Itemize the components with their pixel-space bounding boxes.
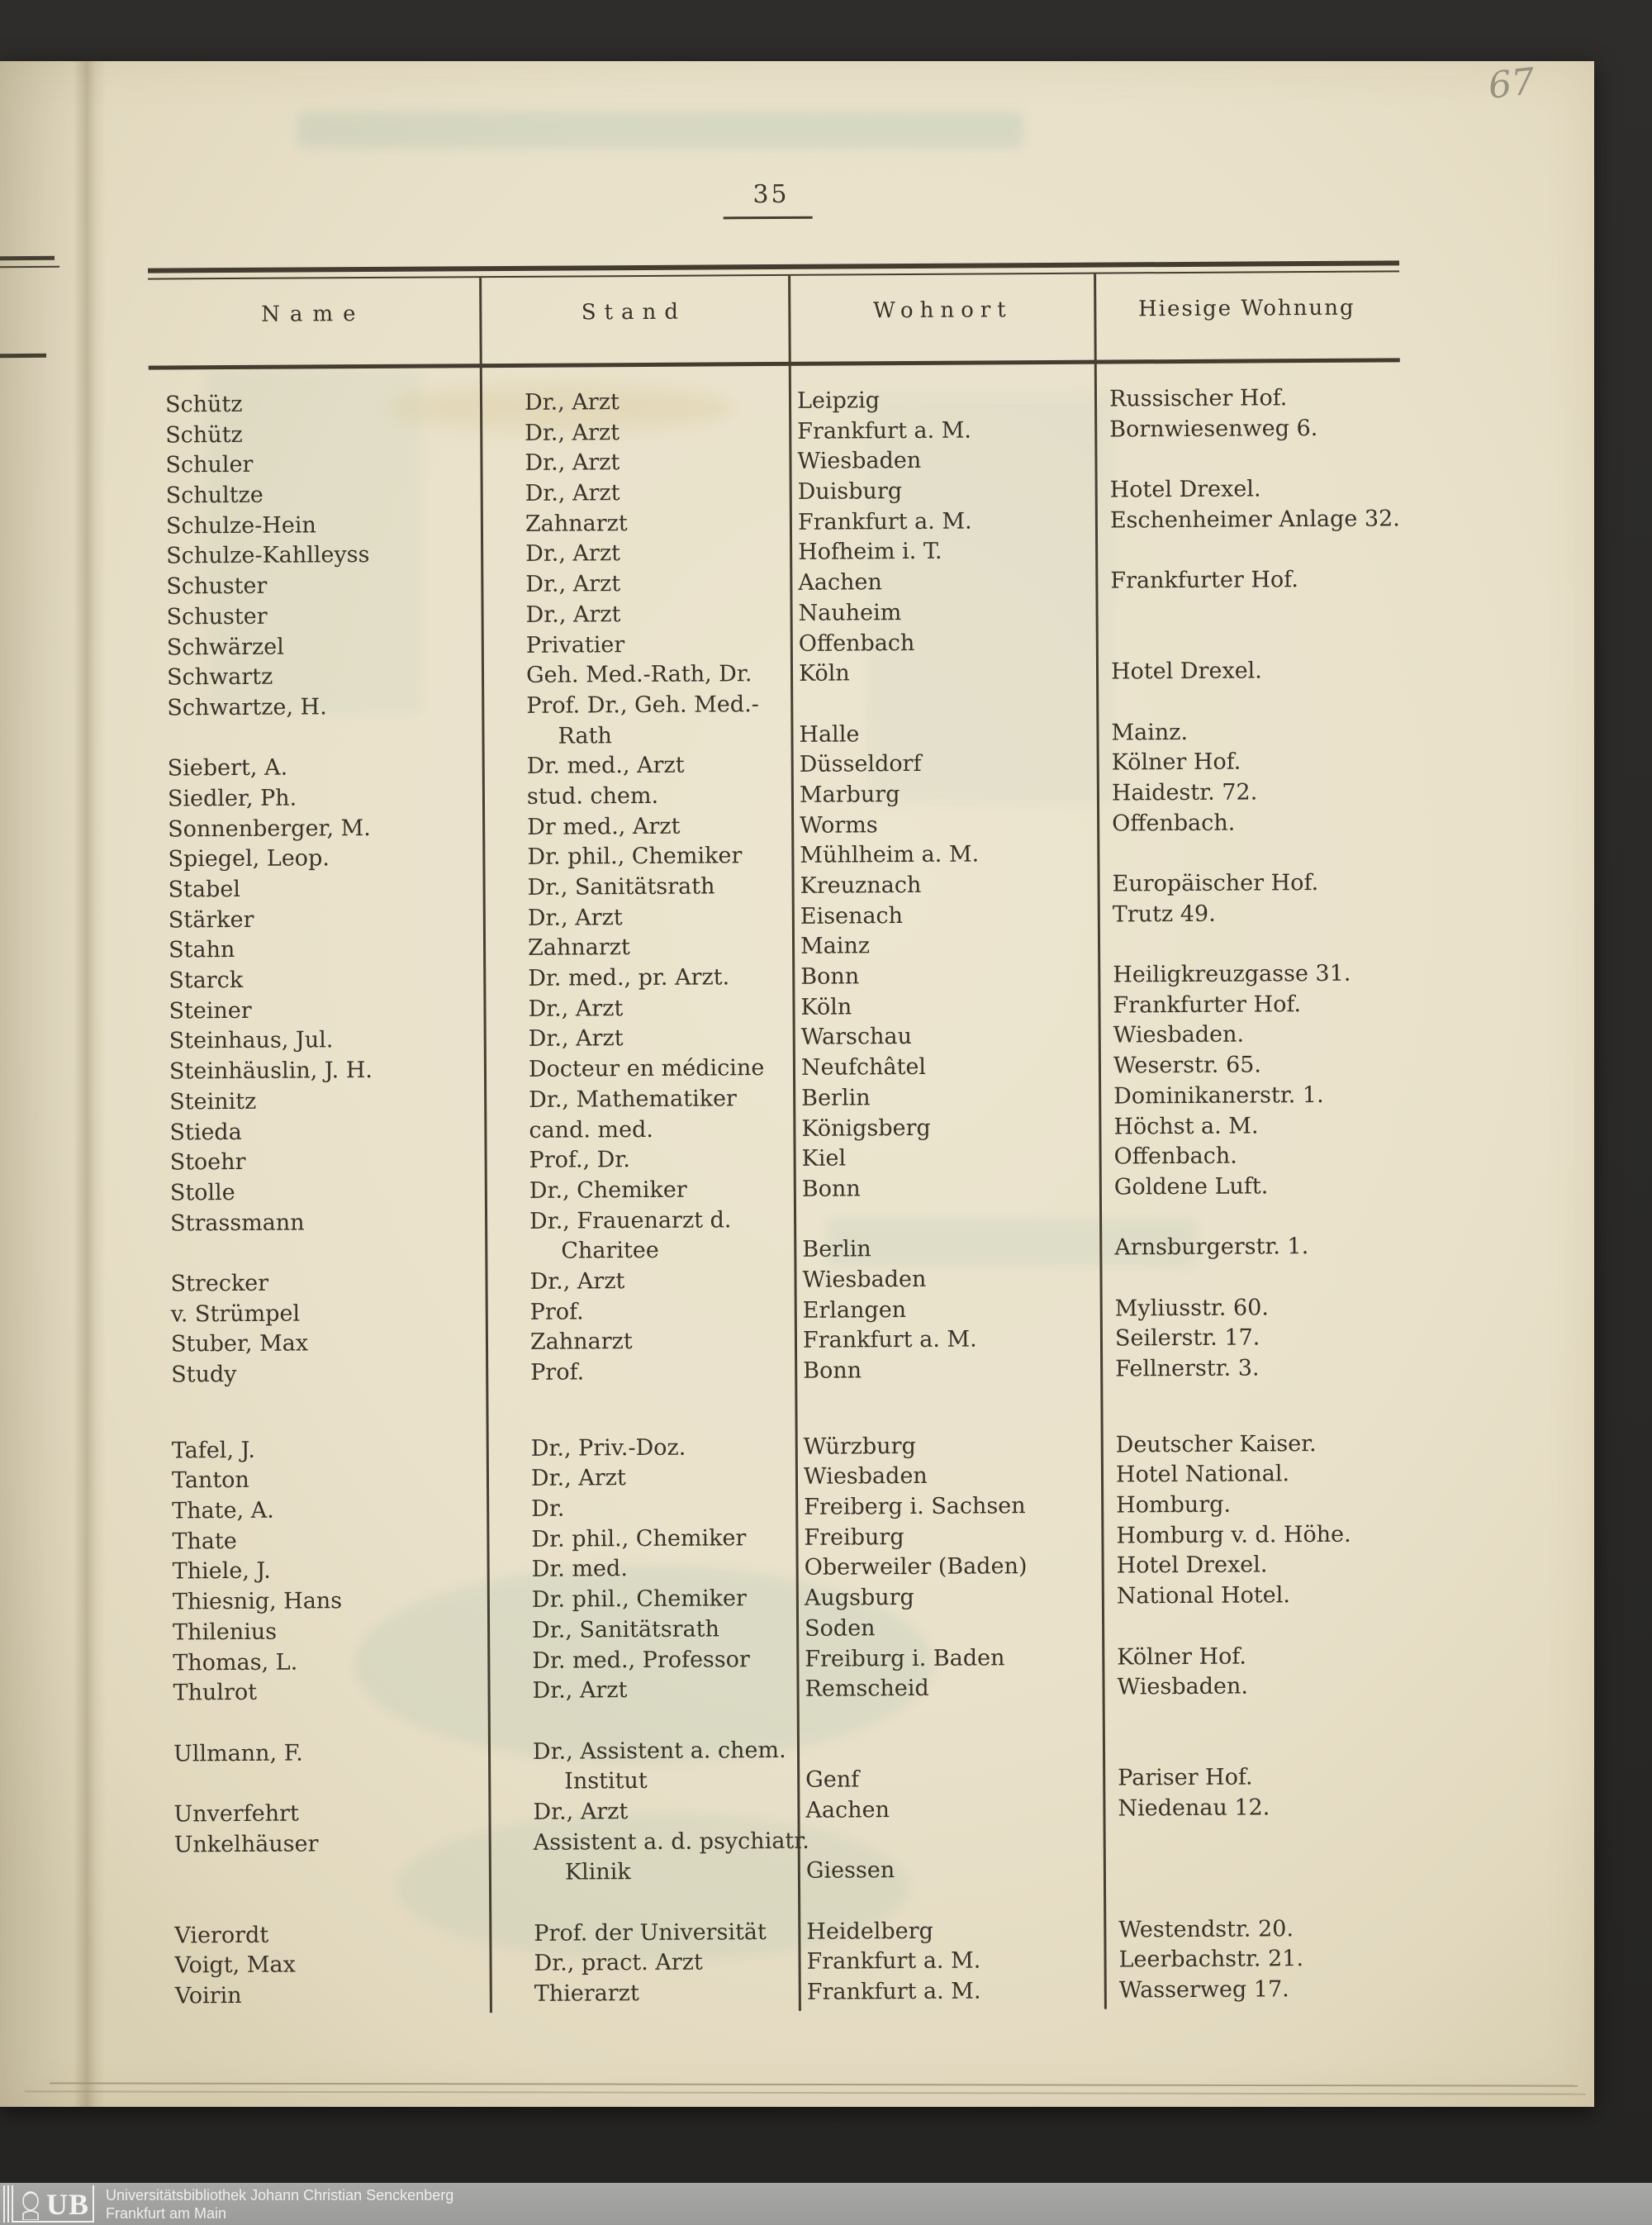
cell-name: Thate xyxy=(172,1528,237,1555)
header-bottom-rule xyxy=(149,358,1400,369)
cell-name: Tanton xyxy=(171,1467,249,1494)
cell-wohnort: Genf xyxy=(805,1766,860,1794)
cell-stand: Dr., Arzt xyxy=(530,1465,626,1492)
cell-hiesige-wohnung: Wasserweg 17. xyxy=(1118,1976,1289,2004)
cell-hiesige-wohnung: Wiesbaden. xyxy=(1117,1673,1249,1700)
cell-name: Schultze xyxy=(165,482,263,509)
cell-stand: stud. chem. xyxy=(526,782,659,810)
cell-name: Unverfehrt xyxy=(173,1800,299,1828)
page-number: 35 xyxy=(752,179,790,210)
cell-wohnort: Berlin xyxy=(802,1236,871,1263)
cell-wohnort: Berlin xyxy=(801,1085,871,1111)
cell-hiesige-wohnung: Arnsburgerstr. 1. xyxy=(1114,1234,1309,1261)
cell-stand: Zahnarzt xyxy=(525,510,628,537)
cell-stand: Dr., Arzt xyxy=(533,1799,629,1825)
ub-logo xyxy=(3,2185,93,2223)
cell-name: Stieda xyxy=(169,1119,242,1145)
cell-stand: Dr., Arzt xyxy=(532,1677,628,1704)
cell-stand: Prof. Dr., Geh. Med.- xyxy=(526,691,759,719)
cell-name: Schuster xyxy=(166,573,268,600)
cell-name: Voirin xyxy=(174,1983,242,2009)
cell-wohnort: Wiesbaden xyxy=(803,1463,928,1490)
cell-stand: Dr., Arzt xyxy=(528,995,624,1022)
cell-wohnort: Erlangen xyxy=(802,1296,907,1324)
cell-hiesige-wohnung: Russischer Hof. xyxy=(1108,385,1288,412)
cell-name: Thiesnig, Hans xyxy=(172,1588,343,1615)
cell-wohnort: Neufchâtel xyxy=(800,1054,927,1081)
cell-wohnort: Mühlheim a. M. xyxy=(800,841,980,869)
cell-stand: Prof. der Universität xyxy=(534,1918,767,1947)
cell-name: Schwartze, H. xyxy=(167,694,327,721)
cell-hiesige-wohnung: Seilerstr. 17. xyxy=(1114,1324,1260,1352)
cell-stand: Dr., Arzt xyxy=(527,904,623,931)
library-city: Frankfurt am Main xyxy=(106,2205,227,2222)
cell-name: Siebert, A. xyxy=(167,754,288,782)
cell-hiesige-wohnung: Haidestr. 72. xyxy=(1111,779,1258,806)
cell-wohnort: Freiberg i. Sachsen xyxy=(804,1493,1026,1520)
cell-wohnort: Frankfurt a. M. xyxy=(797,508,972,535)
cell-wohnort: Bonn xyxy=(801,1176,861,1202)
column-header-wohnort: Wohnort xyxy=(872,297,1013,324)
cell-name: Thiele, J. xyxy=(172,1558,271,1585)
cell-hiesige-wohnung: Europäischer Hof. xyxy=(1112,869,1319,897)
cell-wohnort: Nauheim xyxy=(798,599,902,626)
cell-wohnort: Marburg xyxy=(799,782,900,808)
cell-stand: Dr med., Arzt xyxy=(527,813,681,840)
cell-name: Siedler, Ph. xyxy=(167,785,297,812)
cell-hiesige-wohnung: Hotel Drexel. xyxy=(1116,1552,1268,1579)
cell-name: Stuber, Max xyxy=(170,1330,309,1357)
cell-wohnort: Duisburg xyxy=(797,478,903,505)
cell-wohnort: Köln xyxy=(798,660,850,687)
cell-stand: Dr. med., Professor xyxy=(532,1646,750,1674)
cell-name: v. Strümpel xyxy=(170,1300,301,1328)
cell-wohnort: Köln xyxy=(800,994,852,1020)
cell-wohnort: Warschau xyxy=(800,1024,913,1051)
cell-stand: Prof., Dr. xyxy=(529,1147,631,1174)
cell-name: Study xyxy=(171,1361,237,1388)
cell-hiesige-wohnung: National Hotel. xyxy=(1116,1582,1290,1609)
cell-stand: Dr., Arzt xyxy=(525,480,620,506)
cell-hiesige-wohnung: Hotel National. xyxy=(1115,1461,1290,1488)
cell-wohnort: Aachen xyxy=(798,569,882,596)
cell-stand: Docteur en médicine xyxy=(528,1055,765,1082)
cell-name: Schwartz xyxy=(166,663,273,691)
cell-name: Thomas, L. xyxy=(173,1649,298,1676)
cell-stand: Dr. phil., Chemiker xyxy=(531,1586,747,1613)
handwritten-folio-number: 67 xyxy=(1486,60,1537,107)
cell-name: Stoehr xyxy=(169,1149,246,1176)
cell-stand: Prof. xyxy=(530,1359,585,1386)
cell-wohnort: Freiburg xyxy=(804,1524,904,1551)
cell-wohnort: Würzburg xyxy=(803,1433,916,1460)
cell-stand: Dr., Arzt xyxy=(528,1025,624,1053)
cell-stand: Dr., Arzt xyxy=(525,419,620,446)
cell-name: Stärker xyxy=(168,906,254,934)
cell-hiesige-wohnung: Westendstr. 20. xyxy=(1118,1915,1294,1943)
cell-hiesige-wohnung: Bornwiesenweg 6. xyxy=(1109,415,1318,443)
cell-stand: Dr., Arzt xyxy=(529,1268,625,1295)
cell-wohnort: Düsseldorf xyxy=(799,751,922,778)
cell-hiesige-wohnung: Dominikanerstr. 1. xyxy=(1113,1082,1324,1110)
cell-hiesige-wohnung: Myliusstr. 60. xyxy=(1114,1294,1270,1322)
cell-stand: Assistent a. d. psychiatr. xyxy=(533,1828,809,1856)
cell-name: Stolle xyxy=(169,1179,235,1206)
cell-wohnort: Freiburg i. Baden xyxy=(805,1644,1005,1672)
cell-stand: Dr., Arzt xyxy=(525,449,620,477)
cell-name: Stahn xyxy=(168,937,235,963)
cell-hiesige-wohnung: Niedenau 12. xyxy=(1118,1795,1270,1822)
cell-stand: Dr., Assistent a. chem. xyxy=(532,1737,786,1765)
cell-name: Thilenius xyxy=(173,1619,278,1646)
cell-stand: Zahnarzt xyxy=(527,934,630,962)
column-header-stand: Stand xyxy=(581,299,687,326)
cell-hiesige-wohnung: Kölner Hof. xyxy=(1117,1643,1247,1671)
cell-name: Schulze-Kahlleyss xyxy=(166,542,370,569)
cell-name: Strecker xyxy=(170,1270,269,1297)
cell-stand: Thierarzt xyxy=(534,1980,639,2007)
cell-stand: Dr., Frauenarzt d. xyxy=(529,1206,732,1234)
cell-stand: Dr. med., pr. Arzt. xyxy=(528,964,730,991)
cell-wohnort: Königsberg xyxy=(801,1115,931,1142)
cell-hiesige-wohnung: Mainz. xyxy=(1111,719,1189,746)
cell-hiesige-wohnung: Offenbach. xyxy=(1112,810,1236,837)
cell-wohnort: Wiesbaden xyxy=(797,448,922,475)
cell-stand: Zahnarzt xyxy=(529,1329,633,1356)
cell-name: Steiner xyxy=(169,997,252,1025)
cell-stand: Dr., pract. Arzt xyxy=(534,1949,703,1977)
cell-hiesige-wohnung: Offenbach. xyxy=(1113,1143,1237,1170)
cell-stand: Institut xyxy=(564,1768,648,1795)
cell-stand: Prof. xyxy=(529,1299,584,1325)
cell-wohnort: Soden xyxy=(805,1615,876,1642)
cell-hiesige-wohnung: Trutz 49. xyxy=(1112,901,1216,928)
cell-name: Thate, A. xyxy=(172,1497,274,1524)
cell-wohnort: Frankfurt a. M. xyxy=(802,1326,977,1354)
cell-stand: Dr., Arzt xyxy=(525,601,621,628)
cell-hiesige-wohnung: Weserstr. 65. xyxy=(1113,1052,1262,1079)
cell-name: Stabel xyxy=(168,876,241,903)
cell-name: Steinhäuslin, J. H. xyxy=(169,1058,373,1085)
library-name: Universitätsbibliothek Johann Christian Senckenberg xyxy=(106,2187,454,2204)
cell-name: Schütz xyxy=(165,421,243,449)
cell-name: Schuler xyxy=(165,452,254,478)
cell-stand: Dr. med., Arzt xyxy=(526,752,685,780)
cell-name: Ullmann, F. xyxy=(173,1740,303,1767)
cell-name: Schwärzel xyxy=(166,634,284,660)
cell-wohnort: Giessen xyxy=(805,1857,895,1885)
cell-wohnort: Frankfurt a. M. xyxy=(797,417,972,445)
cell-stand: cand. med. xyxy=(529,1116,654,1143)
cell-wohnort: Eisenach xyxy=(800,902,904,929)
cell-wohnort: Wiesbaden xyxy=(802,1266,927,1293)
ub-logo-text: UB xyxy=(46,2188,90,2221)
cell-wohnort: Kreuznach xyxy=(800,872,922,899)
cell-name: Strassmann xyxy=(169,1210,305,1237)
cell-wohnort: Mainz xyxy=(800,933,871,960)
cell-name: Thulrot xyxy=(173,1680,258,1706)
cell-wohnort: Leipzig xyxy=(796,387,881,414)
cell-wohnort: Heidelberg xyxy=(806,1918,933,1945)
cell-stand: Klinik xyxy=(564,1859,631,1885)
cell-hiesige-wohnung: Hotel Drexel. xyxy=(1110,658,1262,685)
cell-wohnort: Augsburg xyxy=(804,1585,914,1611)
cell-hiesige-wohnung: Frankfurter Hof. xyxy=(1110,567,1298,594)
column-header-name: Name xyxy=(261,302,366,327)
cell-name: Schulze-Hein xyxy=(165,512,316,540)
cell-stand: Dr. phil., Chemiker xyxy=(531,1525,747,1552)
cell-stand: Dr., Sanitätsrath xyxy=(527,873,715,901)
cell-hiesige-wohnung: Eschenheimer Anlage 32. xyxy=(1109,506,1400,534)
cell-stand: Privatier xyxy=(525,631,625,658)
cell-wohnort: Hofheim i. T. xyxy=(798,539,942,566)
cell-name: Voigt, Max xyxy=(174,1952,296,1979)
column-header-hiesige-wohnung: Hiesige Wohnung xyxy=(1137,295,1355,322)
cell-hiesige-wohnung: Deutscher Kaiser. xyxy=(1115,1430,1317,1458)
cell-hiesige-wohnung: Heiligkreuzgasse 31. xyxy=(1113,960,1351,988)
cell-wohnort: Aachen xyxy=(805,1797,890,1823)
cell-wohnort: Kiel xyxy=(801,1145,847,1172)
cell-hiesige-wohnung: Wiesbaden. xyxy=(1113,1021,1245,1048)
cell-stand: Dr. xyxy=(531,1495,565,1522)
cell-wohnort: Worms xyxy=(800,811,878,839)
cell-stand: Dr. med. xyxy=(531,1556,628,1583)
cell-hiesige-wohnung: Pariser Hof. xyxy=(1118,1764,1253,1791)
cell-wohnort: Frankfurt a. M. xyxy=(806,1947,981,1975)
cell-hiesige-wohnung: Frankfurter Hof. xyxy=(1113,991,1302,1019)
cell-name: Unkelhäuser xyxy=(173,1831,319,1858)
cell-wohnort: Offenbach xyxy=(798,630,915,657)
cell-stand: Dr., Priv.-Doz. xyxy=(530,1434,686,1462)
cell-name: Spiegel, Leop. xyxy=(168,845,330,872)
cell-wohnort: Frankfurt a. M. xyxy=(806,1978,981,2005)
cell-hiesige-wohnung: Höchst a. M. xyxy=(1113,1112,1259,1140)
table-body xyxy=(0,382,1652,2013)
cell-hiesige-wohnung: Homburg v. d. Höhe. xyxy=(1116,1521,1351,1549)
cell-wohnort: Bonn xyxy=(803,1357,862,1384)
cell-name: Vierordt xyxy=(174,1922,269,1949)
cell-hiesige-wohnung: Homburg. xyxy=(1116,1491,1232,1519)
cell-name: Schuster xyxy=(166,603,268,630)
cell-stand: Dr. phil., Chemiker xyxy=(527,843,743,871)
cell-name: Steinitz xyxy=(169,1088,257,1115)
cell-stand: Dr., Chemiker xyxy=(529,1177,687,1204)
cell-stand: Charitee xyxy=(561,1238,659,1264)
cell-name: Starck xyxy=(169,967,244,994)
cell-wohnort: Bonn xyxy=(800,963,860,990)
cell-stand: Rath xyxy=(558,722,612,749)
cell-stand: Dr., Arzt xyxy=(525,540,621,568)
cell-wohnort: Halle xyxy=(799,720,860,748)
library-footer-banner xyxy=(0,2183,1652,2225)
page-number-underline xyxy=(724,216,813,220)
cell-name: Schütz xyxy=(164,391,243,418)
cell-wohnort: Remscheid xyxy=(805,1676,929,1703)
cell-hiesige-wohnung: Hotel Drexel. xyxy=(1109,476,1261,503)
cell-hiesige-wohnung: Leerbachstr. 21. xyxy=(1118,1946,1304,1973)
cell-name: Sonnenberger, M. xyxy=(168,815,371,843)
cell-stand: Dr., Arzt xyxy=(524,389,620,416)
cell-name: Tafel, J. xyxy=(171,1437,255,1464)
cell-hiesige-wohnung: Fellnerstr. 3. xyxy=(1115,1355,1260,1382)
cell-name: Steinhaus, Jul. xyxy=(169,1027,334,1054)
cell-wohnort: Oberweiler (Baden) xyxy=(804,1553,1028,1581)
cell-hiesige-wohnung: Goldene Luft. xyxy=(1113,1173,1269,1200)
book-pages-icon xyxy=(3,2185,13,2223)
cell-stand: Dr., Mathematiker xyxy=(529,1086,738,1113)
portrait-icon xyxy=(17,2189,45,2220)
cell-stand: Dr., Sanitätsrath xyxy=(532,1616,720,1643)
cell-stand: Dr., Arzt xyxy=(525,571,621,597)
cell-stand: Geh. Med.-Rath, Dr. xyxy=(525,661,752,689)
cell-hiesige-wohnung: Kölner Hof. xyxy=(1111,749,1241,776)
